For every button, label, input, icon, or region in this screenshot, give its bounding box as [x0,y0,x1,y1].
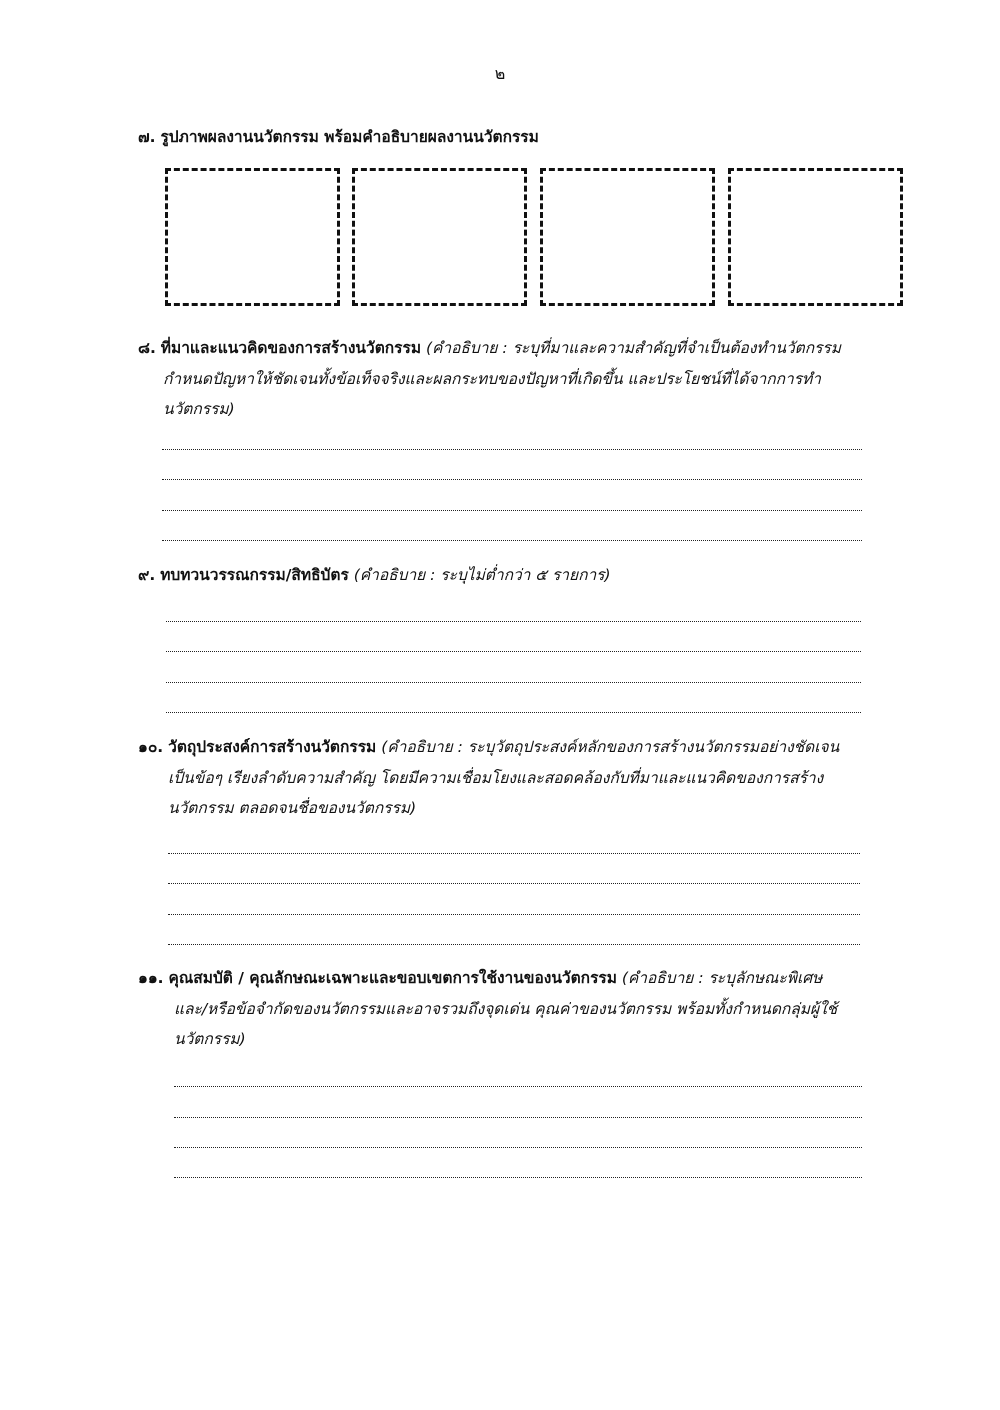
section-description: (คำอธิบาย : ระบุลักษณะพิเศษ [621,969,823,987]
section-description-line: กำหนดปัญหาให้ชัดเจนทั้งข้อเท็จจริงและผลกระทบของปัญหาที่เกิดขึ้น และประโยชน์ที่ได้จากการทำ [163,370,821,388]
answer-line[interactable] [162,540,862,541]
section-number: ๑๑. [138,969,164,987]
answer-line[interactable] [168,944,860,945]
section-description: (คำอธิบาย : ระบุที่มาและความสำคัญที่จำเป็นต้องทำนวัตกรรม [425,339,841,357]
section-title: รูปภาพผลงานนวัตกรรม พร้อมคำอธิบายผลงานนวัตกรรม [160,128,539,146]
answer-line[interactable] [174,1117,862,1118]
section-title: วัตถุประสงค์การสร้างนวัตกรรม [168,738,377,756]
section-description-line: เป็นข้อๆ เรียงลำดับความสำคัญ โดยมีความเชื่อมโยงและสอดคล้องกับที่มาและแนวคิดของการสร้าง [168,769,824,787]
answer-line[interactable] [174,1177,862,1178]
section-10-heading [138,732,839,762]
section-9-heading [138,560,611,590]
image-placeholder-box [540,168,715,306]
section-description-line: นวัตกรรม ตลอดจนชื่อของนวัตกรรม) [168,799,417,817]
answer-line[interactable] [168,914,860,915]
section-number: ๑๐. [138,738,164,756]
section-title: คุณสมบัติ / คุณลักษณะเฉพาะและขอบเขตการใช้งานของนวัตกรรม [168,969,617,987]
section-title: ทบทวนวรรณกรรม/สิทธิบัตร [160,566,349,584]
answer-line[interactable] [174,1086,862,1087]
answer-line[interactable] [168,853,860,854]
image-placeholder-box [728,168,903,306]
section-number: ๙. [138,566,156,584]
section-description-line: นวัตกรรม) [163,400,235,418]
section-number: ๗. [138,128,156,146]
section-number: ๘. [138,339,156,357]
section-11-heading [138,963,822,993]
answer-line[interactable] [166,651,861,652]
page-number: ๒ [494,64,506,83]
section-7-heading [138,122,539,152]
section-description: (คำอธิบาย : ระบุไม่ต่ำกว่า ๕ รายการ) [353,566,611,584]
image-placeholder-box [352,168,527,306]
answer-line[interactable] [166,682,861,683]
section-description: (คำอธิบาย : ระบุวัตถุประสงค์หลักของการสร้างนวัตกรรมอย่างชัดเจน [381,738,840,756]
answer-line[interactable] [162,479,862,480]
section-title: ที่มาและแนวคิดของการสร้างนวัตกรรม [160,339,422,357]
answer-line[interactable] [168,883,860,884]
image-placeholder-box [165,168,340,306]
answer-line[interactable] [174,1147,862,1148]
answer-line[interactable] [162,510,862,511]
section-description-line: นวัตกรรม) [174,1030,246,1048]
answer-line[interactable] [166,621,861,622]
answer-line[interactable] [166,712,861,713]
answer-line[interactable] [162,449,862,450]
section-8-heading [138,333,841,363]
section-description-line: และ/หรือข้อจำกัดของนวัตกรรมและอาจรวมถึงจุดเด่น คุณค่าของนวัตกรรม พร้อมทั้งกำหนดกลุ่มผู้ใช้ [174,1000,838,1018]
